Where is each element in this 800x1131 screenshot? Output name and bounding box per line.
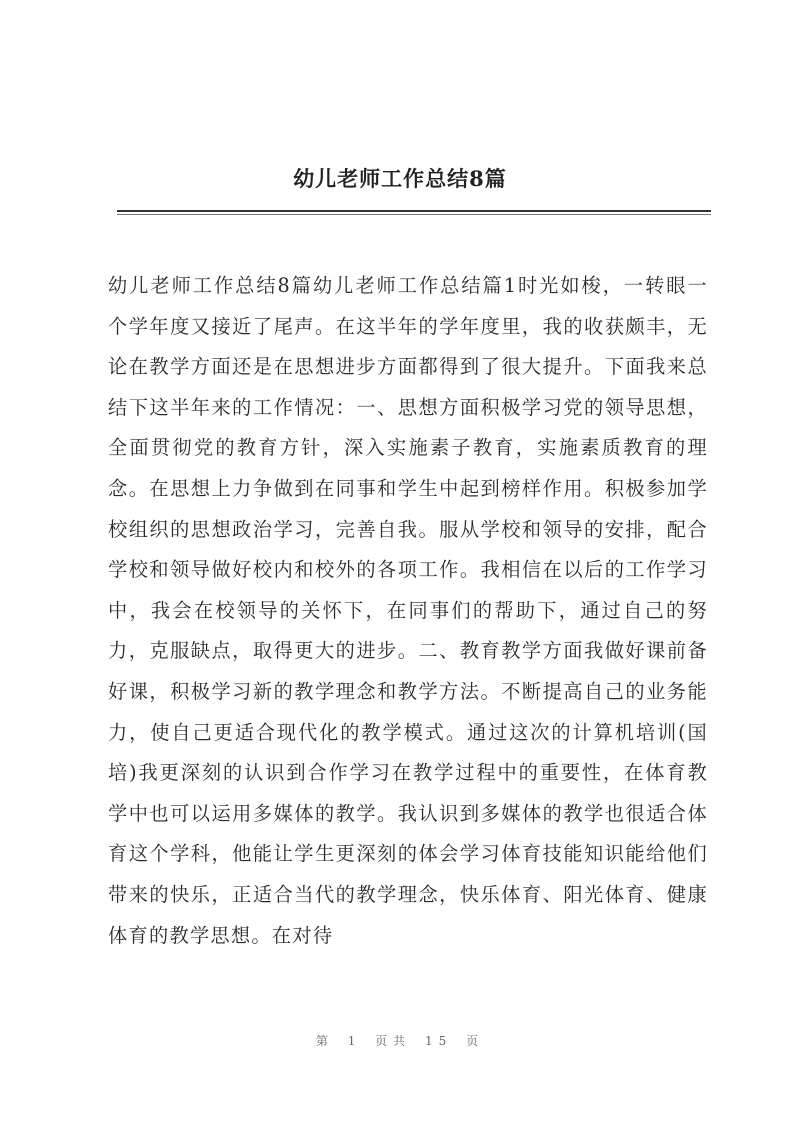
document-body-paragraph: 幼儿老师工作总结8篇幼儿老师工作总结篇1时光如梭，一转眼一个学年度又接近了尾声。在这半年的学年度里，我的收获颇丰，无论在教学方面还是在思想进步方面都得到了很大提升。下面我来总结下这半年来的工作情况：一、思想方面积极学习党的领导思想，全面贯彻党的教育方针，深入实施素子教育，实施素质教育的理念。在思想上力争做到在同事和学生中起到榜样作用。积极参加学校组织的思想政治学习，完善自我。服从学校和领导的安排，配合学校和领导做好校内和校外的各项工作。我相信在以后的工作学习中，我会在校领导的关怀下，在同事们的帮助下，通过自己的努力，克服缺点，取得更大的进步。二、教育教学方面我做好课前备好课，积极学习新的教学理念和教学方法。不断提高自己的业务能力，使自己更适合现代化的教学模式。通过这次的计算机培训(国培)我更深刻的认识到合作学习在教学过程中的重要性，在体育教学中也可以运用多媒体的教学。我认识到多媒体的教学也很适合体育这个学科，他能让学生更深刻的体会学习体育技能知识能给他们带来的快乐，正适合当代的教学理念，快乐体育、阳光体育、健康体育的教学思想。在对待 xyxy=(108,274,708,947)
page-number-footer: 第 1 页共 15 页 xyxy=(315,1034,485,1048)
document-title: 幼儿老师工作总结8篇 xyxy=(293,166,507,191)
title-divider-thick xyxy=(117,210,711,212)
title-divider-thin xyxy=(117,214,711,215)
